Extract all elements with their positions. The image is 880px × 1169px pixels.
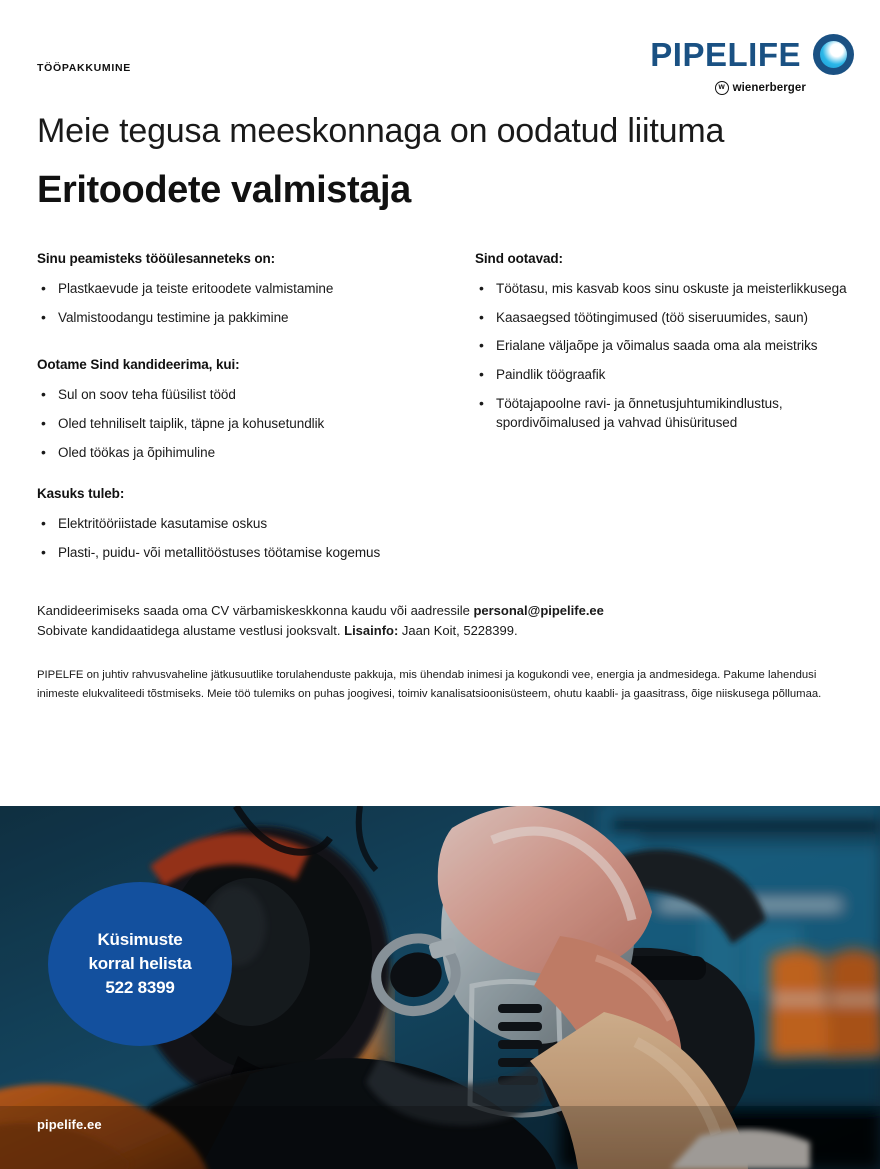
list-item: • Plastkaevude ja teiste eritoodete valmistamine: [37, 279, 447, 299]
apply-line-1: [37, 601, 843, 621]
apply-contact: Jaan Koit, 5228399.: [398, 622, 518, 638]
apply-line-1-text: Kandideerimiseks saada oma CV värbamiskeskkonna kaudu või aadressile: [37, 603, 474, 619]
list-item: • Elektritööriistade kasutamise oskus: [37, 514, 447, 534]
bonus-heading: Kasuks tuleb:: [37, 486, 125, 502]
list-item: • Sul on soov teha füüsilist tööd: [37, 385, 447, 405]
badge-line-2: korral helista: [88, 953, 192, 973]
apply-info-label: Lisainfo:: [344, 622, 399, 638]
bonus-list: [37, 514, 447, 562]
wienerberger-w-icon: w: [715, 81, 729, 95]
list-item: • Kaasaegsed töötingimused (töö siseruumides, saun): [475, 308, 875, 328]
list-item: • Töötasu, mis kasvab koos sinu oskuste ja meisterlikkusega: [475, 279, 875, 299]
about-company-paragraph: PIPELFE on juhtiv rahvusvaheline jätkusuutlike torulahenduste pakkuja, mis ühendab inimesi ja kogukondi vee, energia ja andmesidega. Pakume lahendusi inimeste elukvaliteedi tõstmiseks. Meie töö tulemiks on puhas joogivesi, toimiv kanalisatsioonisüsteem, ohutu kaabli- ja gaasitrass, õige niiskusega põllumaa.: [37, 669, 822, 700]
apply-email[interactable]: personal@pipelife.ee: [473, 603, 604, 619]
list-item: • Valmistoodangu testimine ja pakkimine: [37, 308, 447, 328]
list-item: • Töötajapoolne ravi- ja õnnetusjuhtumikindlustus, spordivõimalused ja vahvad ühisüritused: [475, 394, 875, 433]
title-block: [0, 100, 880, 213]
position-title: Eritoodete valmistaja: [37, 169, 411, 212]
apply-line-2-text: Sobivate kandidaatidega alustame vestlusi jooksvalt.: [37, 622, 345, 638]
tasks-list: [37, 279, 447, 327]
content-columns: [0, 251, 880, 571]
left-column: [37, 251, 447, 571]
badge-phone: 522 8399: [105, 978, 175, 998]
list-item: • Paindlik töögraafik: [475, 365, 875, 385]
expect-list: [37, 385, 447, 462]
list-item: • Oled töökas ja õpihimuline: [37, 443, 447, 463]
header: [0, 0, 880, 100]
wienerberger-lockup: [638, 81, 854, 95]
list-item: • Oled tehniliselt taiplik, täpne ja kohusetundlik: [37, 414, 447, 434]
apply-block: [0, 601, 880, 640]
kicker-label: TÖÖPAKKUMINE: [37, 62, 131, 74]
wienerberger-label: wienerberger: [732, 82, 806, 94]
offer-list: [475, 279, 875, 432]
pipelife-circle-inner-icon: [820, 41, 847, 68]
expect-heading: Ootame Sind kandideerima, kui:: [37, 357, 240, 373]
website-link[interactable]: pipelife.ee: [37, 1117, 102, 1132]
pipelife-circle-icon: [813, 34, 854, 75]
pipelife-logo: [638, 34, 854, 94]
call-us-badge[interactable]: [48, 882, 232, 1046]
list-item: • Plasti-, puidu- või metallitööstuses töötamise kogemus: [37, 543, 447, 563]
offer-heading: Sind ootavad:: [475, 251, 563, 267]
badge-line-1: Küsimuste: [97, 929, 183, 949]
right-column: [475, 251, 875, 571]
logo-wordmark: PIPELIFE: [650, 36, 801, 73]
intro-headline: Meie tegusa meeskonnaga on oodatud liituma: [37, 112, 725, 150]
tasks-heading: Sinu peamisteks tööülesanneteks on:: [37, 251, 276, 267]
list-item: • Erialane väljaõpe ja võimalus saada oma ala meistriks: [475, 336, 875, 356]
apply-line-2: [37, 621, 843, 641]
logo-main-row: [638, 34, 854, 75]
